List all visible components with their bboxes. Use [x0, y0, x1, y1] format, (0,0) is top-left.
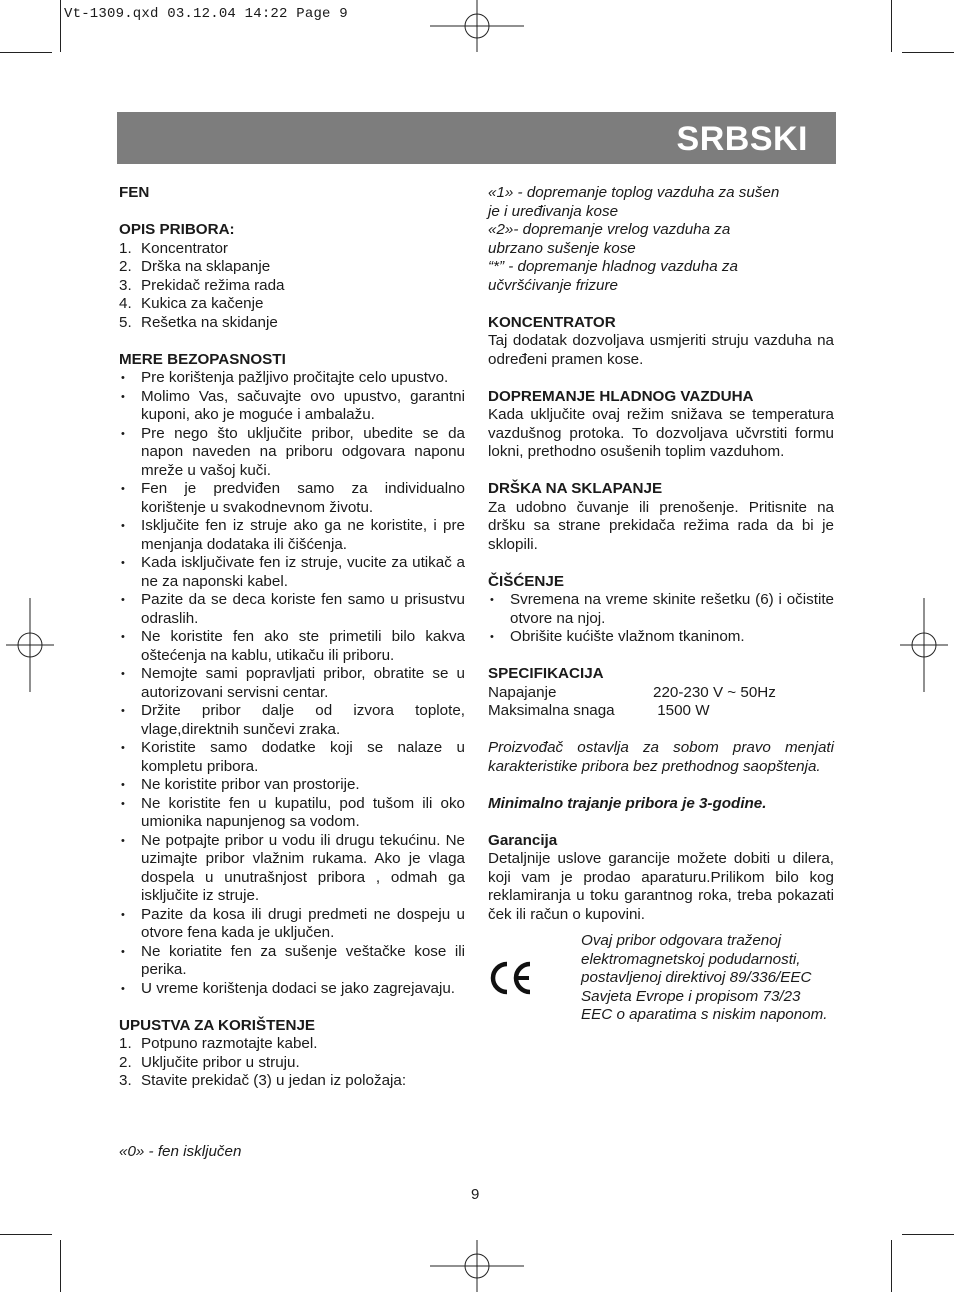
list-item: • Ne koristite fen u kupatilu, pod tušom ili oko umionika napunjenog sa vodom. [119, 795, 465, 832]
crop-mark [902, 52, 954, 53]
mode-line: ubrzano sušenje kose [488, 239, 636, 257]
crop-mark [891, 1240, 892, 1292]
list-item: 2. Drška na sklapanje [119, 258, 271, 275]
minimum-life-note: Minimalno trajanje pribora je 3-godine. [488, 794, 767, 812]
registration-mark-top [430, 0, 524, 52]
mode-line: «2»- dopremanje vrelog vazduha za [488, 221, 731, 238]
list-item: • Ne koristite pribor van prostorije. [119, 776, 465, 795]
registration-mark-bottom [430, 1240, 524, 1292]
page-number: 9 [471, 1186, 480, 1203]
list-item: • Pazite da se deca koriste fen samo u prisustvu odraslih. [119, 591, 465, 628]
opis-heading: OPIS PRIBORA: [119, 221, 235, 238]
list-item: 1. Potpuno razmotajte kabel. [119, 1035, 318, 1052]
list-item: • Ne koriatite fen za sušenje veštačke kose ili perika. [119, 943, 465, 980]
cold-air-heading: DOPREMANJE HLADNOG VAZDUHA [488, 387, 754, 405]
crop-mark [0, 1234, 52, 1235]
right-column [488, 184, 834, 1025]
mode-line: je i uređivanja kose [488, 202, 619, 220]
mode-line: učvršćivanje frizure [488, 276, 618, 294]
list-item: 4. Kukica za kačenje [119, 295, 264, 312]
list-item: • Držite pribor dalje od izvora toplote, vlage,direktnih sunčevi zraka. [119, 702, 465, 739]
cold-air-text: Kada uključite ovaj režim snižava se temperatura vazdušnog protoka. To dozvoljava učvrstiti formu lokni, prethodno osušenih toplim vazduhom. [488, 406, 834, 460]
crop-mark [891, 0, 892, 52]
list-item: 5. Rešetka na skidanje [119, 313, 278, 331]
registration-mark-left [6, 598, 54, 692]
list-item: • Obrišite kućište vlažnom tkaninom. [488, 628, 834, 647]
list-item: • Pre nego što uključite pribor, ubedite se da napon naveden na priboru odgovara naponu mreže u vašoj kuči. [119, 425, 465, 481]
mode-line: “*” - dopremanje hladnog vazduha za [488, 258, 738, 275]
list-item: 1. Koncentrator [119, 239, 228, 257]
list-item: • Pre korištenja pažljivo pročitajte celo upustvo. [119, 369, 465, 388]
product-title: FEN [119, 184, 150, 201]
usage-heading: UPUSTVA ZA KORIŠTENJE [119, 1016, 316, 1034]
spec-row: Napajanje 220-230 V ~ 50Hz [488, 683, 776, 701]
registration-mark-right [900, 598, 948, 692]
ce-block [488, 932, 834, 1025]
warranty-text: Detaljnije uslove garancije možete dobiti u dilera, koji vam je prodao aparaturu.Prilikom bilo kog reklamiranja u toku garantnog roka, treba pokazati ček ili račun o kupovini. [488, 850, 834, 923]
safety-heading: MERE BEZOPASNOSTI [119, 350, 286, 368]
usage-list [119, 1035, 465, 1091]
print-slug: Vt-1309.qxd 03.12.04 14:22 Page 9 [64, 6, 348, 22]
list-item: • Isključite fen iz struje ako ga ne koristite, i pre menjanja dodataka ili čišćenja. [119, 517, 465, 554]
crop-mark [0, 52, 52, 53]
opis-list [119, 240, 465, 333]
safety-list [119, 369, 465, 998]
warranty-heading: Garancija [488, 831, 558, 849]
cleaning-list [488, 591, 834, 647]
crop-mark [60, 0, 61, 52]
list-item: 3. Prekidač režima rada [119, 276, 285, 294]
ce-mark-icon [488, 932, 581, 1025]
list-item: • Pazite da kosa ili drugi predmeti ne dospeju u otvore fena kada je uključen. [119, 906, 465, 943]
koncentrator-heading: KONCENTRATOR [488, 313, 616, 331]
language-title: SRBSKI [676, 120, 808, 158]
list-item: • U vreme korištenja dodaci se jako zagrejavaju. [119, 980, 465, 999]
manufacturer-note: Proizvođač ostavlja za sobom pravo menjati karakteristike pribora bez prethodnog saopštenja. [488, 739, 834, 775]
crop-mark [60, 1240, 61, 1292]
crop-mark [902, 1234, 954, 1235]
koncentrator-text: Taj dodatak dozvoljava usmjeriti struju vazduha na određeni pramen kose. [488, 332, 834, 368]
handle-heading: DRŠKA NA SKLAPANJE [488, 480, 663, 497]
list-item: • Ne potpajte pribor u vodu ili drugu tekućinu. Ne uzimajte pribor vlažnim rukama. Ako je vlaga dospela u unutrašnjost pribora , odmah ga isključite iz struje. [119, 832, 465, 906]
section-header [117, 112, 836, 164]
list-item: • Svremena na vreme skinite rešetku (6) i očistite otvore na njoj. [488, 591, 834, 628]
list-item: • Nemojte sami popravljati pribor, obratite se u autorizovani servisni centar. [119, 665, 465, 702]
list-item: 2. Uključite pribor u struju. [119, 1053, 300, 1071]
list-item: • Ne koristite fen ako ste primetili bilo kakva oštećenja na kablu, utikaču ili priboru. [119, 628, 465, 665]
list-item: • Kada isključivate fen iz struje, vucite za utikač a ne za naponski kabel. [119, 554, 465, 591]
handle-text: Za udobno čuvanje ili prenošenje. Pritisnite na dršku sa strane prekidača režima rada da bi je sklopili. [488, 498, 834, 553]
mode-line: «1» - dopremanje toplog vazduha za sušen [488, 184, 780, 201]
list-item: • Fen je predviđen samo za individualno korištenje u svakodnevnom životu. [119, 480, 465, 517]
cleaning-heading: ČIŠĆENJE [488, 572, 564, 590]
spec-row: Maksimalna snaga 1500 W [488, 702, 710, 719]
mode-off-text: «0» - fen isključen [119, 1143, 242, 1160]
ce-conformity-text: Ovaj pribor odgovara traženoj elektromagnetskoj podudarnosti, postavljenoj direktivoj 89/336/EEC Savjeta Evrope i propisom 73/23 EEC o aparatima s niskim naponom. [581, 932, 828, 1023]
spec-heading: SPECIFIKACIJA [488, 665, 604, 682]
list-item: 3. Stavite prekidač (3) u jedan iz položaja: [119, 1072, 407, 1089]
left-column [119, 184, 465, 1091]
list-item: • Koristite samo dodatke koji se nalaze u kompletu pribora. [119, 739, 465, 776]
list-item: • Molimo Vas, sačuvajte ovo upustvo, garantni kuponi, ako je moguće i ambalažu. [119, 388, 465, 425]
